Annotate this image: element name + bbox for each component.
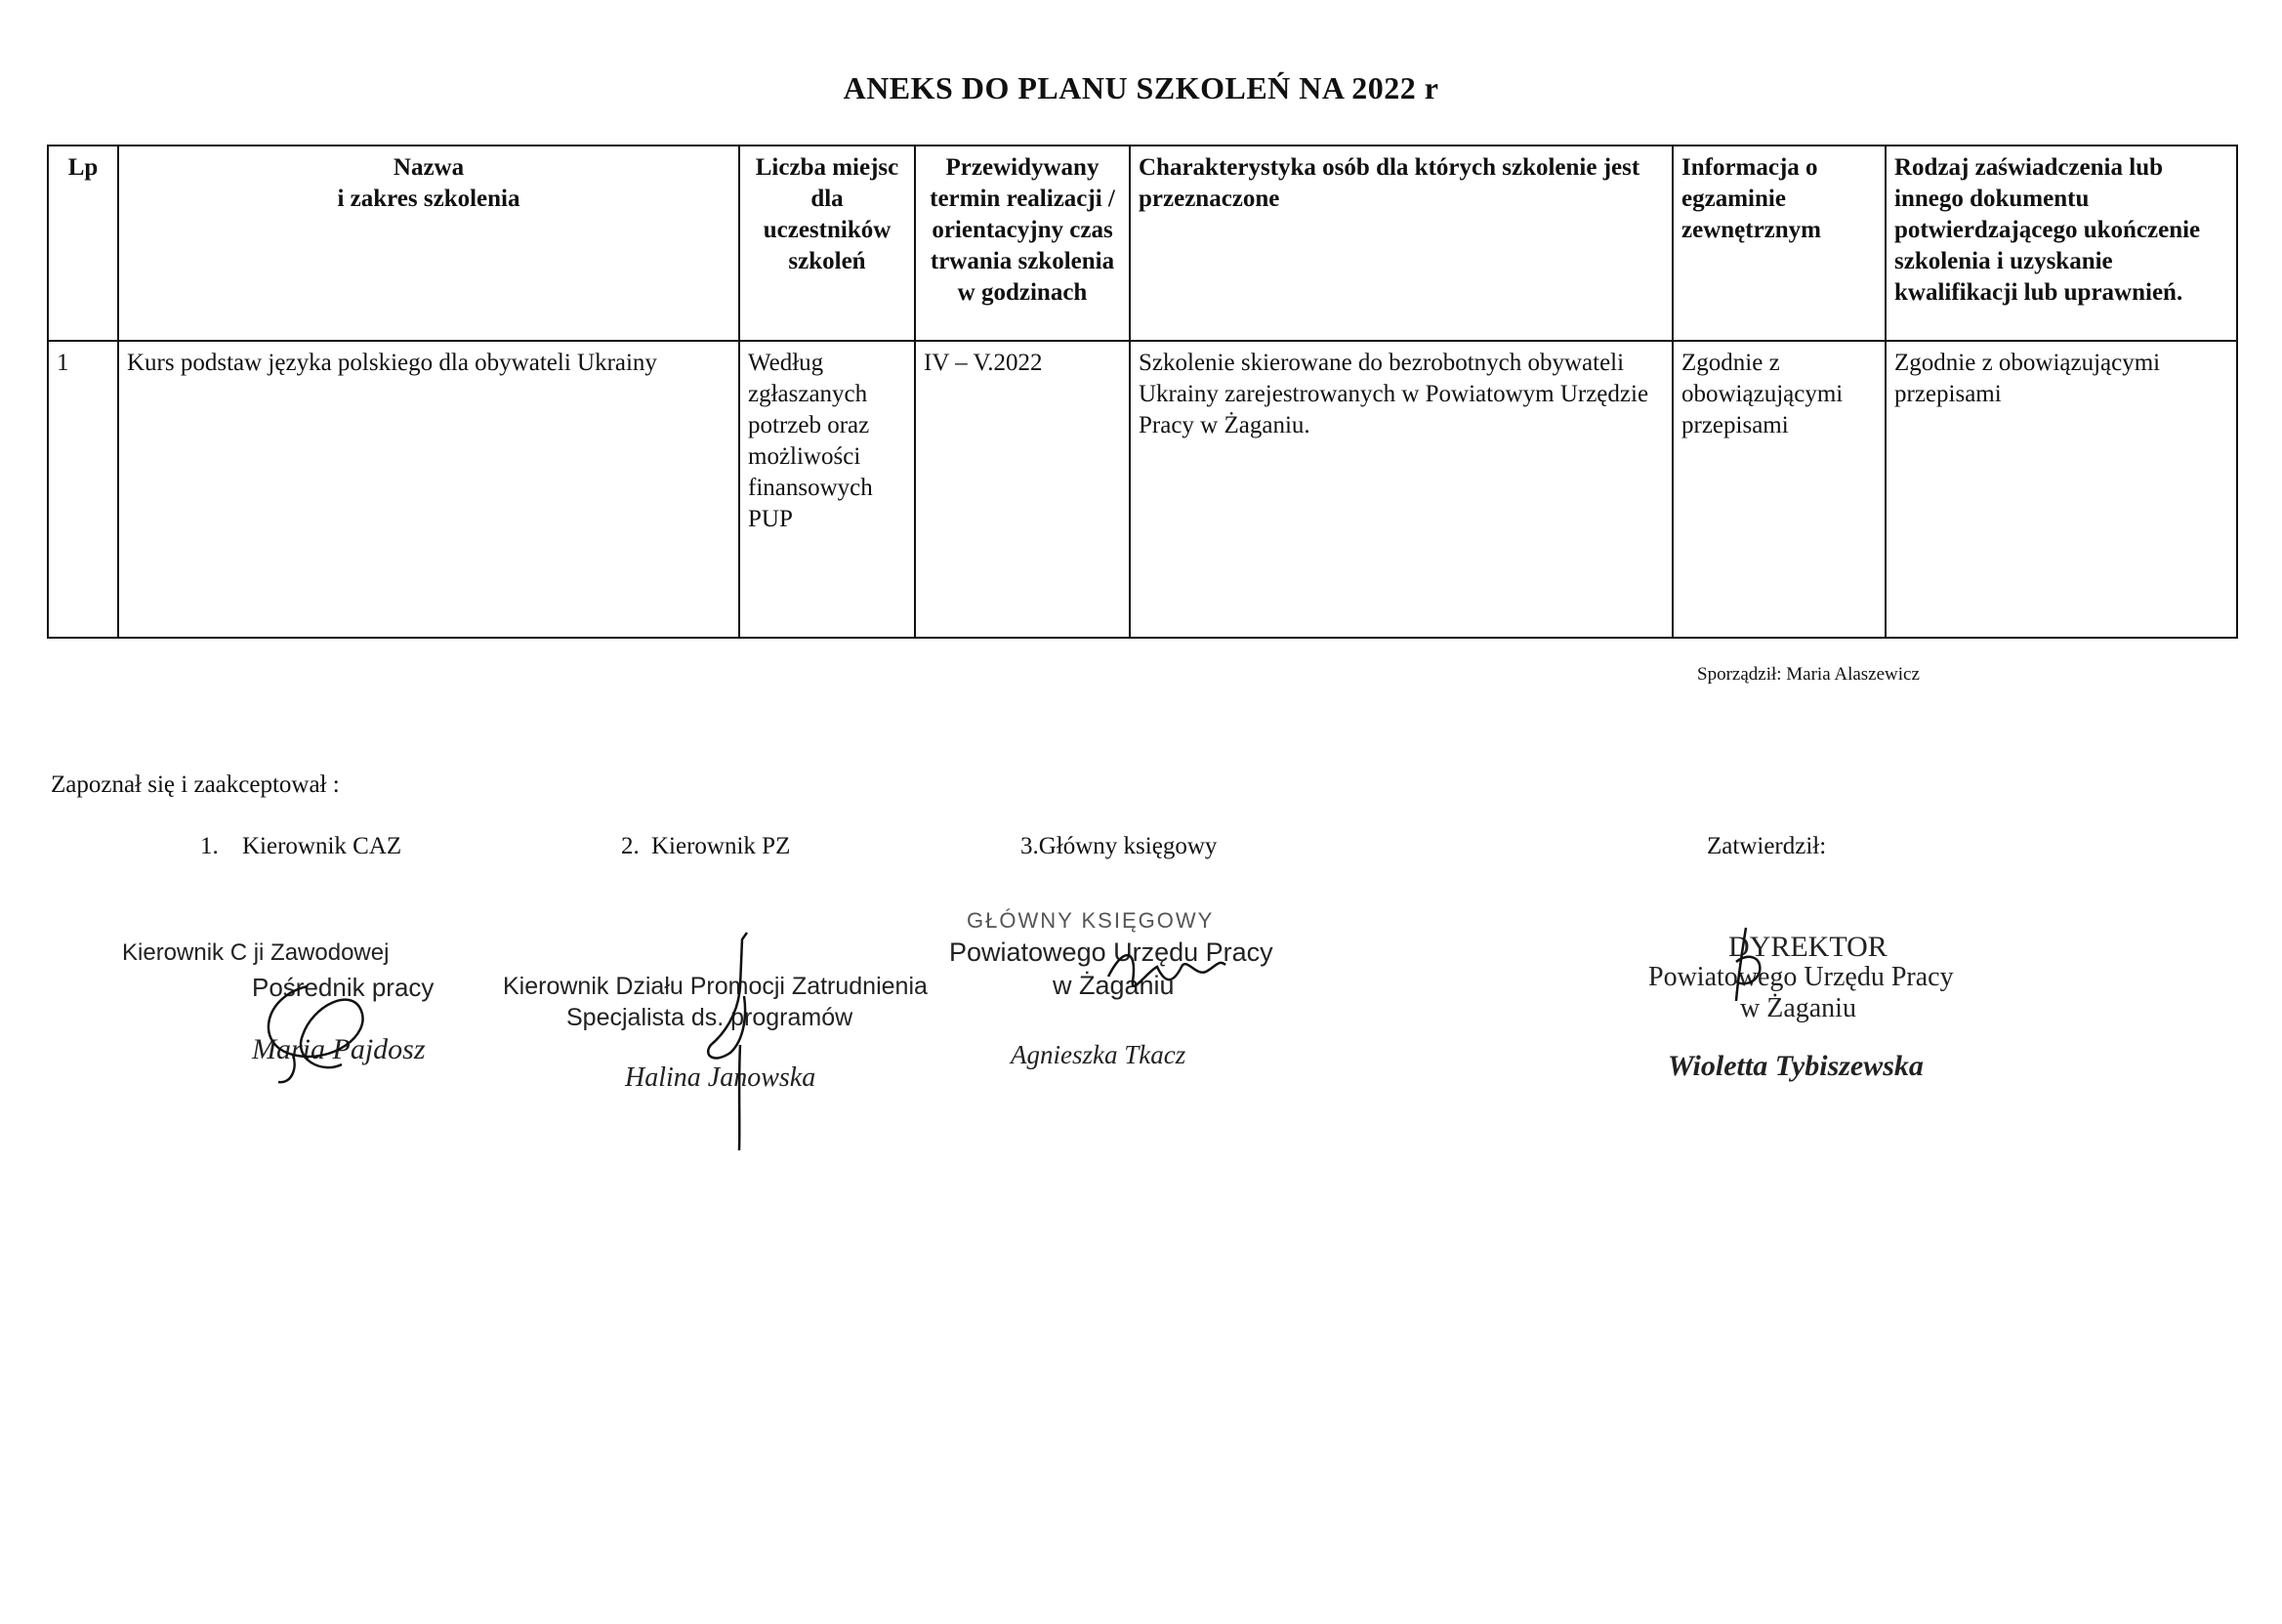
- cell-charakterystyka: Szkolenie skierowane do bezrobotnych obywateli Ukrainy zarejestrowanych w Powiatowym Urzędzie Pracy w Żaganiu.: [1130, 341, 1673, 638]
- signature-pz: [684, 928, 801, 1152]
- table-header-row: [48, 146, 2237, 341]
- document-title: ANEKS DO PLANU SZKOLEŃ NA 2022 r: [843, 70, 1439, 105]
- stamp-dyrektor-name: Wioletta Tybiszewska: [1668, 1050, 1924, 1082]
- header-rodzaj: Rodzaj zaświadczenia lub innego dokumentu potwierdzającego ukończenie szkolenia i uzyskanie kwalifikacji lub uprawnień.: [1886, 146, 2237, 341]
- prepared-by: Sporządził: Maria Alaszewicz: [1697, 664, 1920, 685]
- cell-lp: 1: [48, 341, 118, 638]
- cell-nazwa: Kurs podstaw języka polskiego dla obywateli Ukrainy: [118, 341, 739, 638]
- stamp-ksiegowy-line0: GŁÓWNY KSIĘGOWY: [967, 908, 1215, 933]
- approver-role: Kierownik PZ: [651, 833, 791, 859]
- table-row: [48, 341, 2237, 638]
- stamp-pz-name: Halina Janowska: [625, 1062, 816, 1093]
- approver-number: 2.: [621, 833, 640, 859]
- cell-termin: IV – V.2022: [915, 341, 1130, 638]
- approved-label: Zatwierdził:: [1707, 833, 1827, 859]
- header-informacja: Informacja o egzaminie zewnętrznym: [1673, 146, 1886, 341]
- approver-caz: [200, 833, 401, 860]
- stamp-ksiegowy-name: Agnieszka Tkacz: [1011, 1040, 1186, 1069]
- signature-dyrektor: [1709, 923, 1787, 1020]
- stamp-ksiegowy-line2: w Żaganiu: [1053, 971, 1175, 1000]
- stamp-caz-line1: Kierownik C ji Zawodowej: [122, 939, 390, 966]
- cell-informacja: Zgodnie z obowiązującymi przepisami: [1673, 341, 1886, 638]
- header-nazwa-line1: Nazwa: [393, 154, 465, 181]
- signature-ksiegowy: [1103, 937, 1240, 1006]
- acceptance-label: Zapoznał się i zaakceptował :: [51, 771, 340, 798]
- approver-ksiegowy: [1020, 833, 1217, 860]
- stamp-pz-line1: Kierownik Działu Promocji Zatrudnienia: [503, 973, 928, 1000]
- stamp-dyrektor-line1: DYREKTOR: [1728, 931, 1888, 963]
- stamp-caz-line2: Pośrednik pracy: [252, 973, 435, 1002]
- stamp-pz-line2: Specjalista ds. programów: [566, 1004, 853, 1031]
- stamp-dyrektor-line2: Powiatowego Urzędu Pracy: [1648, 962, 1954, 992]
- approver-number: 3.: [1020, 833, 1039, 859]
- cell-liczba: Według zgłaszanych potrzeb oraz możliwości finansowych PUP: [739, 341, 915, 638]
- cell-rodzaj: Zgodnie z obowiązującymi przepisami: [1886, 341, 2237, 638]
- stamp-ksiegowy-line1: Powiatowego Urzędu Pracy: [949, 937, 1273, 967]
- stamp-caz-name: Maria Pajdosz: [252, 1033, 426, 1065]
- header-nazwa: [118, 146, 739, 341]
- signature-caz: [234, 967, 410, 1094]
- approver-role: Kierownik CAZ: [242, 833, 402, 859]
- approver-role: Główny księgowy: [1038, 833, 1218, 859]
- header-charakterystyka: Charakterystyka osób dla których szkolenie jest przeznaczone: [1130, 146, 1673, 341]
- header-termin: Przewidywany termin realizacji / orientacyjny czas trwania szkolenia w godzinach: [915, 146, 1130, 341]
- approver-pz: [621, 833, 790, 860]
- training-plan-table: [47, 145, 2238, 639]
- approver-number: 1.: [200, 833, 219, 859]
- header-nazwa-line2: i zakres szkolenia: [337, 186, 520, 212]
- stamp-dyrektor-line3: w Żaganiu: [1740, 993, 1856, 1023]
- header-liczba: Liczba miejsc dla uczestników szkoleń: [739, 146, 915, 341]
- header-lp: Lp: [48, 146, 118, 341]
